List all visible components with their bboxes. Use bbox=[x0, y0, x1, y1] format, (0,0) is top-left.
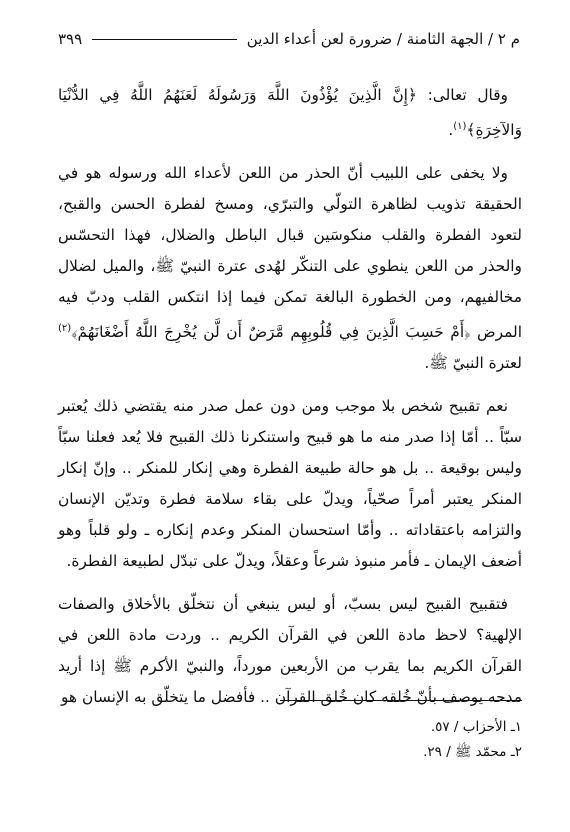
main-text bbox=[58, 80, 522, 725]
footnote-separator bbox=[280, 700, 522, 701]
footnote-2: ٢ـ محمّد ﷺ / ٢٩. bbox=[423, 744, 522, 760]
paragraph-1-end: . bbox=[448, 121, 454, 140]
footnote-ref-2: (٢) bbox=[58, 323, 72, 335]
running-title: م ٢ / الجهة الثامنة / ضرورة لعن أعداء الدين bbox=[246, 30, 520, 48]
paragraph-4: فتقبيح القبيح ليس بسبّ، أو ليس ينبغي أن نتخلّق بالأخلاق والصفات الإلهية؟ لاحظ مادة اللعن في القرآن الكريم .. وردت مادة اللعن في القرآن الكريم بما يقرب من الأربعين مورداً، والنبيّ الأكرم ﷺ إذا أريد مدحه يوصف بأنّ خُلقه كان خُلق القرآن .. فأفضل ما يتخلّق به الإنسان هو bbox=[58, 595, 522, 707]
header-rule bbox=[92, 39, 237, 40]
paragraph-2-end: لعترة النبيّ ﷺ. bbox=[424, 354, 522, 373]
footnote-1: ١ـ الأحزاب / ٥٧. bbox=[430, 719, 522, 735]
paragraph-2-text: ولا يخفى على اللبيب أنّ الحذر من اللعن لأعداء الله ورسوله هو في الحقيقة تذويب لظاهرة التولّي والتبرّي، ومسخ لفطرة الحسن والقبح، لتعود الفطرة والقلب منكوسَين قبال الباطل والضلال، فهذا التحسّس والحذر من اللعن ينطوي على التنكّر لهُدى عترة النبيّ ﷺ، والميل لضلال مخالفيهم، ومن الخطورة البالغة تمكن فيما إذا انتكس القلب ودبّ فيه المرض ﴿أَمْ حَسِبَ الَّذِينَ فِي قُلُوبِهِم مَّرَضٌ أَن لَّن يُخْرِجَ اللَّهُ أَضْغَانَهُمْ﴾ bbox=[58, 164, 522, 342]
footnotes bbox=[58, 715, 522, 765]
paragraph-2 bbox=[58, 158, 522, 379]
paragraph-3: نعم تقبيح شخص بلا موجب ومن دون عمل صدر منه يقتضي ذلك يُعتبر سبّاً .. أمّا إذا صدر منه ما هو قبيح واستنكرنا ذلك القبيح فلا يُعد فعلنا سبّاً وليس بوقيعة .. بل هو حالة طبيعة الفطرة وهي إنكار للمنكر .. وإنّ إنكار المنكر يعتبر أمراً صحّياً، ويدلّ على بقاء سلامة فطرة وتديّن الإنسان والتزامه باعتقاداته .. وأمّا استحسان المنكر وعدم إنكاره ـ ولو قلباً وهو أضعف الإيمان ـ فأمر منبوذ شرعاً وعقلاً، ويدلّ على تبدّل لطبيعة الفطرة. bbox=[58, 397, 522, 571]
paragraph-1-text: وقال تعالى: ﴿إِنَّ الَّذِينَ يُؤْذُونَ اللَّهَ وَرَسُولَهُ لَعَنَهُمُ اللَّهُ فِي الدُّنْيَا وَالآخِرَةِ﴾ bbox=[58, 86, 522, 140]
page-number: ٣٩٩ bbox=[58, 30, 83, 48]
page-header bbox=[58, 30, 520, 48]
paragraph-1 bbox=[58, 80, 522, 146]
footnote-ref-1: (١) bbox=[453, 121, 467, 132]
